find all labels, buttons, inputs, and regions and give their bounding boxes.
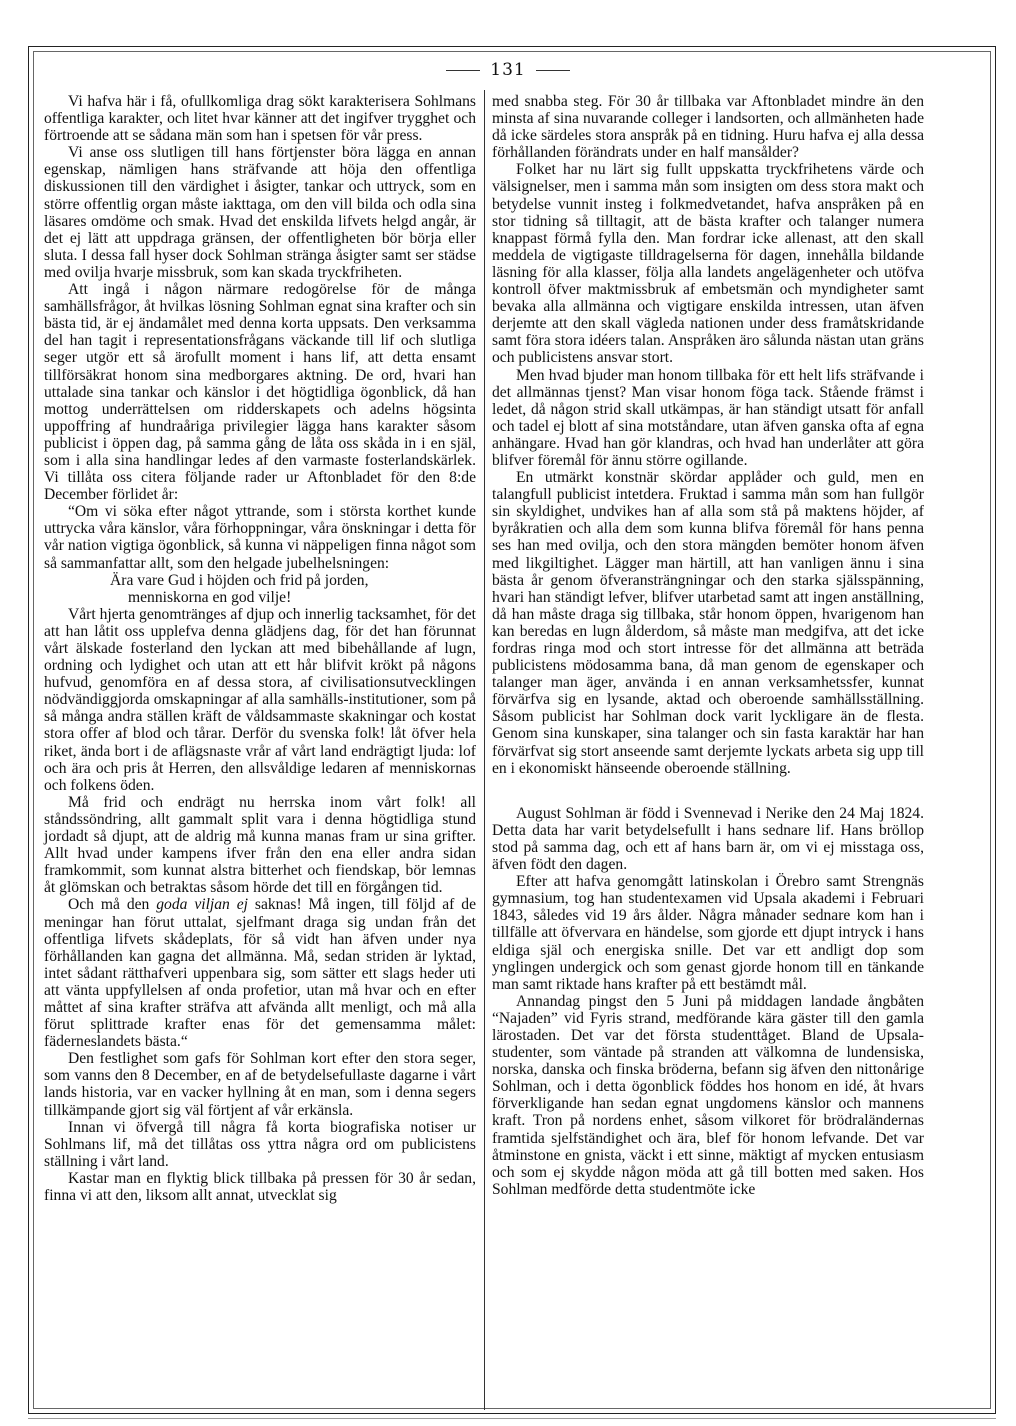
- paragraph-with-italic: [44, 896, 476, 1050]
- text-run: Och må den: [68, 896, 157, 914]
- column-divider: [484, 90, 485, 1410]
- page-header: [0, 60, 1016, 80]
- bio-paragraph: August Sohlman är född i Svennevad i Nerike den 24 Maj 1824. Detta data har varit betydelsefullt i hans sednare lif. Hans bröllop stod på samma dag, och ett af hans barn är, om vi ej misstaga oss, äfven födt den dagen.: [492, 804, 924, 874]
- paragraph: Kastar man en flyktig blick tillbaka på pressen för 30 år sedan, finna vi att den, liksom allt annat, utvecklat sig: [44, 1169, 476, 1204]
- paragraph: med snabba steg. För 30 år tillbaka var Aftonbladet mindre än den minsta af sina nuvarande colleger i landsorten, och allmänheten hade då icke särdeles stora anspråk på en tidning. Huru hafva ej alla dessa förhållanden förändrats under en half mansålder?: [492, 93, 924, 162]
- text-run: saknas! Må ingen, till följd af de meningar han förut uttalat, sjelfmant draga sig undan från det offentliga lifvets skådeplats, för så vidt han äfven under nya förhållanden kan gagna det allmänna. Må, sedan striden är lyktad, intet sådant rätthafveri uppenbara sig, som sätter ett slags heder uti att vänta uppfyllelsen af onda profetior, utan må hvar och en efter måttet af sina krafter sträfva att afvända allt menligt, och må alla förut splittrade krafter enas för det gemensamma målet: fäderneslandets bästa.“: [44, 896, 476, 1051]
- header-dash-left: [446, 70, 480, 71]
- bio-paragraph: Efter att hafva genomgått latinskolan i Örebro samt Strengnäs gymnasium, tog han studentexamen vid Upsala akademi i Februari 1843, således vid 19 års ålder. Några månader sednare kom han i tillfälle att öfvervara en händelse, som gjorde ett djupt intryck i hans eldiga själ och energiska snille. Det var ett andligt dop som ynglingen undergick och som genast gjorde honom till en tänkande man samt riktade hans krafter på ett bestämdt mål.: [492, 873, 924, 993]
- header-dash-right: [536, 70, 570, 71]
- page-bottom-edge: [28, 1418, 996, 1423]
- verse-line: menniskorna en god vilje!: [128, 588, 292, 606]
- paragraph: Att ingå i någon närmare redogörelse för de många samhällsfrågor, åt hvilkas lösning Sohlman egnat sina krafter och sin bästa tid, är ej ändamålet med denna korta uppsats. Den verksamma del han tagit i representationsfrågans väckande till lif och slutliga seger utgör ett så ärofullt moment i hans lif, att detta ensamt tillförsäkrat honom sina medborgares aktning. De ord, hvari han uttalade sina tankar och känslor i det högtidliga ögonblick, då han mottog underrättelsen om ridderskapets och adelns högsinta uppoffring af hundraåriga privilegier lägga hans karakter såsom publicist i öppen dag, på samma gång de låta oss skåda in i en själ, som i alla sina handlingar ledes af den varmaste fosterlandskärlek. Vi tillåta oss citera följande rader ur Aftonbladet för den 8:de December förlidet år:: [44, 281, 476, 504]
- paragraph: Innan vi öfvergå till några få korta biografiska notiser ur Sohlmans lif, må det tillåtas oss yttra några ord om publicistens ställning i vårt land.: [44, 1118, 476, 1170]
- page-number: 131: [490, 60, 526, 80]
- left-column: [44, 93, 476, 1204]
- italic-phrase: goda viljan ej: [156, 896, 248, 914]
- verse-line: Ära vare Gud i höjden och frid på jorden,: [110, 571, 369, 589]
- bio-paragraph: Annandag pingst den 5 Juni på middagen landade ångbåten “Najaden” vid Fyris strand, medförande kära gäster till den gamla lärostaden. Det var det första studenttåget. Bland de Upsala-studenter, som väntade på stranden att välkomna de lundensiska, norska, danska och finska bröderna, befann sig äfven den nittonårige Sohlman, och i detta ögonblick föddes hos honom en idé, åt hvars förverkligande han sedan egnat ungdomens känslor och mannens kraft. Tron på nordens enhet, såsom vilkoret för brödraländernas framtida sjelfständighet och ära, blef för honom lefvande. Det var åtminstone en gnista, väckt i ett sinne, mäktigt af mycken entusiasm och som ej skydde någon möda att gå till botten med saken. Hos Sohlman medförde detta studentmöte icke: [492, 992, 924, 1198]
- section-gap: [492, 777, 924, 805]
- paragraph: Den festlighet som gafs för Sohlman kort efter den stora seger, som vanns den 8 December, en af de betydelsefullaste dagarne i vårt lands historia, var en vacker hyllning åt en man, som i denna segers tillkämpande gjort sig väl förtjent af vår erkänsla.: [44, 1050, 476, 1119]
- paragraph: Vi anse oss slutligen till hans förtjenster böra lägga en annan egenskap, nämligen hans sträfvande att höja den offentliga diskussionen till den värdighet i åsigter, tankar och uttryck, som en större offentlig organ måste iakttaga, om den vill bilda och odla sina läsares omdöme och smak. Hvad det enskilda lifvets helgd angår, är det ej lätt att uppdraga gränsen, der offentligheten bör börja eller sluta. I dessa fall hyser dock Sohlman stränga åsigter samt ser städse med ovilja hvarje missbruk, som kan skada tryckfriheten.: [44, 144, 476, 281]
- quote-paragraph: “Om vi söka efter något yttrande, som i största korthet kunde uttrycka våra känslor, våra förhoppningar, våra önskningar i detta för vår nation vigtiga ögonblick, så kunna vi näppeligen finna något som så sammanfattar allt, som den helgade jubelhelsningen:: [44, 503, 476, 572]
- right-column: [492, 93, 924, 1198]
- paragraph: Folket har nu lärt sig fullt uppskatta tryckfrihetens värde och välsignelser, men i samma mån som insigten om dess stora makt och betydelse vunnit insteg i folkmedvetandet, hafva anspråken på en stor tidning så tilltagit, att de bästa krafter och talanger numera knappast förmå fylla den. Man fordrar icke allenast, att den skall meddela de vigtigaste tilldragelserna för dagen, innehålla bildande läsning för alla klasser, följa alla landets angelägenheter och utöfva kontroll öfver maktmissbruk af embetsmän och myndigheter samt bevaka alla allmänna och vigtigare enskilda intressen, utan äfven derjemte att den skall vägleda nationen under dess framåtskridande samt föra stora idéers talan. Anspråken äro sålunda nästan utan gräns och publicistens ansvar stort.: [492, 161, 924, 367]
- paragraph: Vårt hjerta genomtränges af djup och innerlig tacksamhet, för det att han låtit oss upplefva denna glädjens dag, för det han förunnat vårt älskade fosterland den lyckan att med bibehållande af lugn, ordning och lydighet och utan att ett hår blifvit krökt på någons hufvud, genomföra en af dessa stora, af civilisationsutvecklingen nödvändiggjorda omskapningar af alla samhälls-institutioner, som på så många andra ställen kräft de våldsammaste skakningar och kostat stora offer af blod och tårar. Derför du svenska folk! låt öfver hela riket, ända bort i de aflägsnaste vrår af vårt land endrägtigt ljuda: lof och ära och pris åt Herren, den allsvåldige ledaren af menniskornas och folkens öden.: [44, 605, 476, 794]
- paragraph: En utmärkt konstnär skördar applåder och guld, men en talangfull publicist intetdera. Fruktad i samma mån som han fullgör sin skyldighet, undvikes han af alla som stå på maktens höjder, af byråkratien och alla dem som kunna blifva föremål för hans penna ses han med ovilja, och den stora mängden bemöter honom äfven med likgiltighet. Lägger man härtill, att han vanligen ännu i sina bästa år genom öfveransträngningar och den starka själsspänning, hvari han ständigt lefver, blifver utarbetad samt att ingen anställning, då han måste draga sig tillbaka, står honom öppen, hvarigenom han kan beredas en lugn ålderdom, så måste man medgifva, att det icke fordras ringa mod och stort intresse för det allmänna att beträda publicistens mödosamma bana, då man genom de egenskaper och talanger man äger, använda i en annan verksamhetssfer, kunnat förvärfva sig en lysande, aktad och oberoende samhällsställning. Såsom publicist har Sohlman dock varit lyckligare än de flesta. Genom sina kunskaper, sina talanger och sin fasta karaktär har han förvärfvat sig stort anseende samt derjemte lyckats arbeta sig upp till en i ekonomiskt hänseende oberoende ställning.: [492, 469, 924, 777]
- paragraph: Men hvad bjuder man honom tillbaka för ett helt lifs sträfvande i det allmännas tjenst? Man visar honom föga tack. Stående främst i ledet, då någon strid skall utkämpas, är han ständigt utsatt för anfall och tadel ej blott af sina motståndare, utan äfven ganska ofta af egna anhängare. Hvad han gör klandras, och hvad han underlåter att göra blifver föremål för ännu större ogillande.: [492, 366, 924, 469]
- paragraph: Må frid och endrägt nu herrska inom vårt folk! all ståndssöndring, allt gammalt split vara i denna högtidliga stund jordadt så djupt, att de aldrig må kunna manas fram ur sina grifter. Allt hvad under kampens ifver från den ena eller andra sidan framkommit, som kunnat alstra bitterhet och fiendskap, bör lemnas åt glömskan och betraktas såsom hörde det till en förgången tid.: [44, 793, 476, 897]
- paragraph: Vi hafva här i få, ofullkomliga drag sökt karakterisera Sohlmans offentliga karakter, och litet hvar känner att det ingifver trygghet och förtroende att se sådana män som han i spetsen för vår press.: [44, 93, 476, 145]
